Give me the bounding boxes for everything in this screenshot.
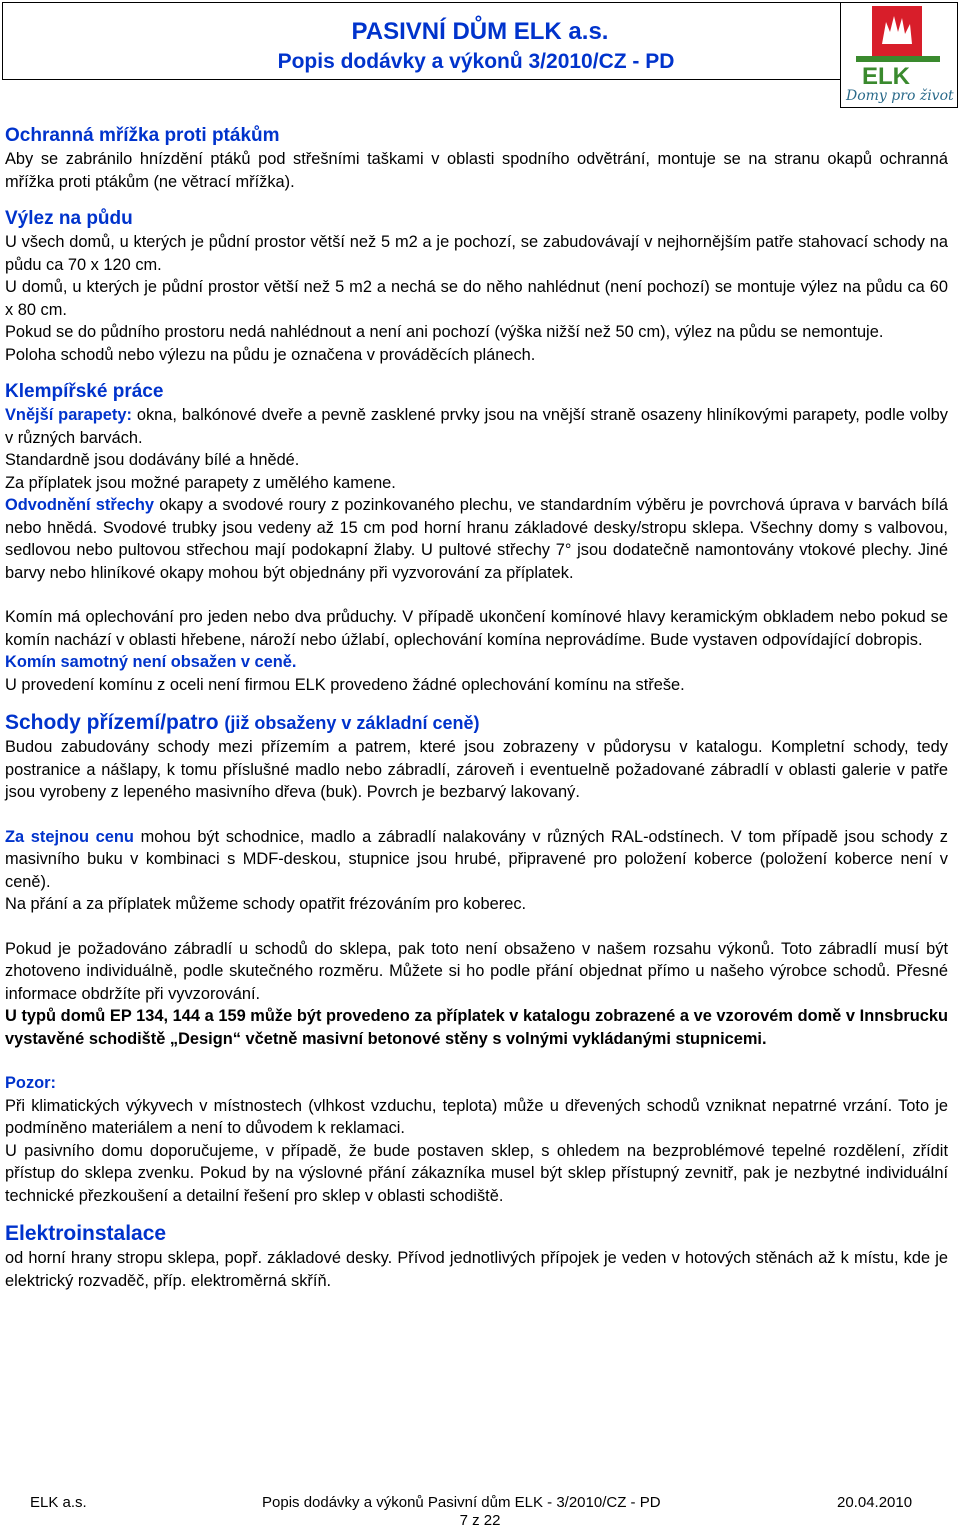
section-title-electrical: Elektroinstalace [5,1222,167,1245]
section-title-bird-mesh: Ochranná mřížka proti ptákům [5,125,280,146]
footer-date: 20.04.2010 [837,1494,913,1511]
paragraph: Standardně jsou dodávány bílé a hnědé. [5,451,300,469]
paragraph: U provedení komínu z oceli není firmou ELK provedeno žádné oplechování komínu na střeše. [5,675,685,694]
paragraph: Budou zabudovány schody mezi přízemím a patrem, které jsou zobrazeny v půdorysu v katalogu. Kompletní schody, tedy postranice a nášlapy, k tomu příslušné madlo nebo zábradlí, zároveň i eventuelně požadované zábradlí v oblasti galerie v patře jsou vyrobeny z lepeného masivního dřeva (buk). Povrch je bezbarvý lakovaný. [5,738,948,801]
section-title-stairs [5,710,948,736]
paragraph [5,404,948,449]
bold-term: Za stejnou cenu [5,827,134,846]
paragraph [5,826,948,894]
footer-document: Popis dodávky a výkonů Pasivní dům ELK - 3/2010/CZ - PD [262,1494,661,1511]
section-title-sheet-metal: Klempířské práce [5,381,164,402]
header-title: PASIVNÍ DŮM ELK a.s. [351,18,609,45]
paragraph-bold: Komín samotný není obsažen v ceně. [5,653,297,671]
paragraph: Při klimatických výkyvech v místnostech (vlhkost vzduchu, teplota) může u dřevených schodů vzniknat nepatrné vrzání. Toto je podmíněno materiálem a není to důvodem k reklamaci. [5,1096,948,1137]
logo-elk-text: ELK [862,63,910,90]
footer-company: ELK a.s. [30,1494,87,1511]
paragraph-bold: U typů domů EP 134, 144 a 159 může být provedeno za příplatek v katalogu zobrazené a ve vzorovém domě v Innsbrucku vystavěné schodiště „Design“ včetně masivní betonové stěny s volnými vykládanými stupnicemi. [5,1007,948,1048]
elk-logo [842,4,954,104]
paragraph-text: okna, balkónové dveře a pevně zasklené prvky jsou na vnější straně osazeny hliníkovými parapety, podle volby v různých barvách. [5,406,948,447]
paragraph: Poloha schodů nebo výlezu na půdu je označena v prováděcích plánech. [5,345,536,364]
section-title-attic-access: Výlez na půdu [5,208,133,229]
paragraph: Aby se zabránilo hnízdění ptáků pod střešními taškami v oblasti spodního odvětrání, montuje se na stranu okapů ochranná mřížka proti ptákům (ne větrací mřížka). [5,150,948,191]
paragraph [5,494,948,584]
bold-term: Odvodnění střechy [5,496,155,514]
header-subtitle: Popis dodávky a výkonů 3/2010/CZ - PD [277,50,675,73]
paragraph: Pokud se do půdního prostoru nedá nahlédnout a není ani pochozí (výška nižší než 50 cm), výlez na půdu se nemontuje. [5,323,884,341]
paragraph: U pasivního domu doporučujeme, v případě, že bude postaven sklep, s ohledem na bezproblémové tepelné rozdělení, zřídit přístup do sklepa zvenku. Pokud by na výslovné přání zákazníka musel být sklep přístupný zevnitř, pak je nezbytné individuální technické přezkoušení a detailní řešení pro sklep v oblasti schodiště. [5,1141,948,1205]
paragraph: U všech domů, u kterých je půdní prostor větší než 5 m2 a je pochozí, se zabudovávají v nejhornějším patře stahovací schody na půdu ca 70 x 120 cm. [5,233,948,274]
paragraph-text: mohou být schodnice, madlo a zábradlí nalakovány v různých RAL-odstínech. V tom případě jsou schody z masivního buku v kombinaci s MDF-deskou, stupnice jsou hrubé, připravené pro položení koberce (položení koberce není v ceně). [5,827,948,891]
page-header [0,0,960,108]
section-title-text: Schody přízemí/patro [5,711,219,734]
bold-term: Vnější parapety: [5,406,132,424]
paragraph: Na přání a za příplatek můžeme schody opatřit frézováním pro koberec. [5,895,527,913]
paragraph: Pokud je požadováno zábradlí u schodů do sklepa, pak toto není obsaženo v našem rozsahu výkonů. Toto zábradlí musí být zhotoveno individuálně, podle skutečného rozměru. Můžete si ho podle přání objednat přímo u našeho výrobce schodů. Přesné informace obdržíte při vyvzorování. [5,939,948,1003]
paragraph: Za příplatek jsou možné parapety z umělého kamene. [5,473,396,492]
paragraph-text: okapy a svodové roury z pozinkovaného plechu, ve standardním výběru je povrchová úprava v barvách bílá nebo hnědá. Svodové trubky jsou vedeny až 15 cm pod horní hranu základové desky/stropu sklepa. Všechny domy s valbovou, sedlovou nebo pultovou střechou mají podokapní žlaby. U pultové střechy 7° jsou dodatečně namontovány vtokové plechy. Jiné barvy nebo hliníkové okapy mohou být objednány při vyzvorování za příplatek. [5,496,948,582]
paragraph: U domů, u kterých je půdní prostor větší než 5 m2 a nechá se do něho nahlédnut (není pochozí) se montuje výlez na půdu ca 60 x 80 cm. [5,278,948,319]
section-title-sub: (již obsaženy v základní ceně) [224,713,480,733]
document-body [5,124,948,1292]
section-title-warning: Pozor: [5,1074,56,1092]
paragraph: od horní hrany stropu sklepa, popř. základové desky. Přívod jednotlivých přípojek je veden v hotových stěnách až k místu, kde je elektrický rozvaděč, příp. elektroměrná skříň. [5,1249,948,1290]
paragraph: Komín má oplechování pro jeden nebo dva průduchy. V případě ukončení komínové hlavy keramickým obkladem nebo pokud se komín nachází v oblasti hřebene, nároží nebo úžlabí, oplechování komína neprovádíme. Bude vystaven odpovídající dobropis. [5,608,948,649]
logo-tagline: Domy pro život [846,88,954,104]
footer-page-number: 7 z 22 [459,1512,501,1529]
